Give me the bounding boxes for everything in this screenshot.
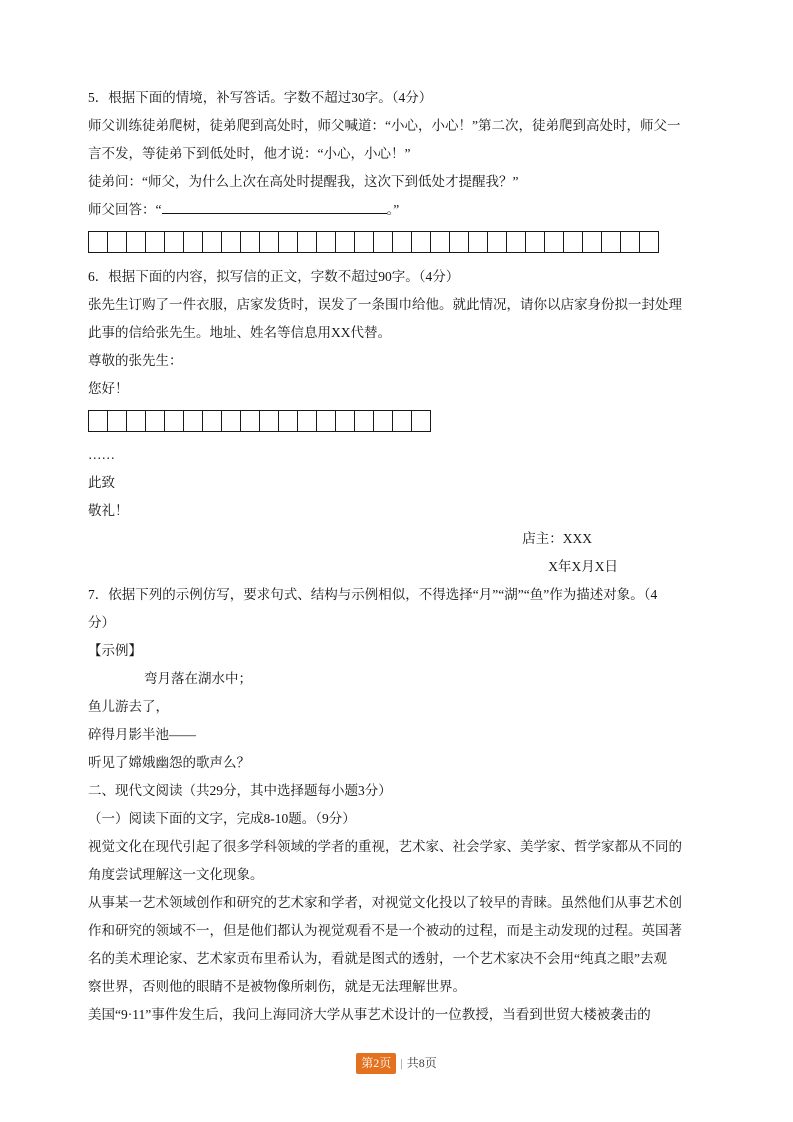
answer-grid-cell — [335, 231, 355, 253]
answer-grid-cell — [468, 231, 488, 253]
answer-grid-cell — [126, 410, 146, 432]
answer-grid-cell — [202, 410, 222, 432]
answer-grid-cell — [221, 231, 241, 253]
answer-grid-cell — [582, 231, 602, 253]
reading-para1-line: 角度尝试理解这一文化现象。 — [88, 867, 264, 882]
answer-grid-cell — [620, 231, 640, 253]
answer-grid-cell — [373, 410, 393, 432]
q5-story-line: 师父训练徒弟爬树，徒弟爬到高处时，师父喊道：“小心，小心！”第二次，徒弟爬到高处时，师父一 — [88, 118, 681, 133]
answer-grid-cell — [487, 231, 507, 253]
reading-para2-line: 作和研究的领域不一，但是他们都认为视觉观看不是一个被动的过程，而是主动发现的过程。英国著 — [88, 923, 682, 938]
footer-separator: | — [400, 1056, 403, 1070]
current-page-badge: 第2页 — [356, 1053, 396, 1074]
total-pages-label: 共8页 — [406, 1056, 437, 1070]
q6-signature: 店主：XXX — [522, 531, 592, 546]
answer-grid-cell — [145, 231, 165, 253]
q6-title: 6．根据下面的内容，拟写信的正文，字数不超过90字。（4分） — [88, 269, 460, 284]
answer-grid-cell — [107, 410, 127, 432]
q7-title-line: 7．依据下列的示例仿写，要求句式、结构与示例相似，不得选择“月”“湖”“鱼”作为描述对象。（4 — [88, 587, 658, 602]
reading-para2-line: 从事某一艺术领域创作和研究的艺术家和学者，对视觉文化投以了较早的青睐。虽然他们从事艺术创 — [88, 895, 682, 910]
answer-grid-cell — [164, 231, 184, 253]
answer-grid-cell — [183, 410, 203, 432]
answer-grid-cell — [278, 410, 298, 432]
q7-poem-line: 鱼儿游去了， — [88, 699, 169, 714]
answer-grid-cell — [506, 231, 526, 253]
answer-grid-cell — [316, 410, 336, 432]
q6-closing-jingli: 敬礼！ — [88, 503, 129, 518]
q5-title: 5．根据下面的情境，补写答话。字数不超过30字。（4分） — [88, 90, 433, 105]
question-6 — [88, 263, 710, 581]
answer-grid-cell — [278, 231, 298, 253]
q5-answer-grid — [88, 231, 710, 253]
answer-grid-cell — [316, 231, 336, 253]
answer-grid-cell — [164, 410, 184, 432]
answer-grid-cell — [88, 410, 108, 432]
q7-example-label: 【示例】 — [88, 643, 142, 658]
answer-grid-cell — [525, 231, 545, 253]
answer-grid-cell — [392, 410, 412, 432]
answer-grid-cell — [563, 231, 583, 253]
q7-poem-line: 弯月落在湖水中； — [144, 671, 252, 686]
answer-grid-cell — [411, 410, 431, 432]
reading-para3-line: 美国“9·11”事件发生后，我问上海同济大学从事艺术设计的一位教授，当看到世贸大楼被袭击的 — [88, 1007, 651, 1022]
q5-answer-line — [88, 196, 710, 224]
q7-poem-line: 听见了嫦娥幽怨的歌声么？ — [88, 755, 250, 770]
answer-grid-cell — [145, 410, 165, 432]
q5-answer-blank — [162, 200, 387, 214]
answer-grid-cell — [335, 410, 355, 432]
reading-para2-line: 察世界，否则他的眼睛不是被物像所刺伤，就是无法理解世界。 — [88, 979, 466, 994]
q5-answer-suffix: 。” — [386, 202, 400, 217]
reading-para2-line: 名的美术理论家、艺术家贡布里希认为，看就是图式的透射，一个艺术家决不会用“纯真之眼”去观 — [88, 951, 667, 966]
answer-grid-cell — [202, 231, 222, 253]
answer-grid-cell — [297, 231, 317, 253]
q6-greeting: 您好！ — [88, 381, 129, 396]
section-2-heading: 二、现代文阅读（共29分，其中选择题每小题3分） — [88, 783, 392, 798]
answer-grid-cell — [354, 231, 374, 253]
q6-closing-cizhi: 此致 — [88, 475, 115, 490]
answer-grid-cell — [88, 231, 108, 253]
q5-story-line: 言不发，等徒弟下到低处时，他才说：“小心，小心！” — [88, 146, 411, 161]
answer-grid-cell — [449, 231, 469, 253]
question-7 — [88, 581, 710, 777]
answer-grid-cell — [126, 231, 146, 253]
q6-body-line: 张先生订购了一件衣服，店家发货时，误发了一条围巾给他。就此情况，请你以店家身份拟一封处理 — [88, 297, 682, 312]
q5-answer-prefix: 师父回答：“ — [88, 202, 162, 217]
answer-grid-cell — [297, 410, 317, 432]
answer-grid-cell — [240, 231, 260, 253]
question-5 — [88, 84, 710, 253]
q7-poem-line: 碎得月影半池—— — [88, 727, 196, 742]
answer-grid-cell — [392, 231, 412, 253]
section-2-reading — [88, 777, 710, 1029]
answer-grid-cell — [544, 231, 564, 253]
q6-answer-grid — [88, 410, 710, 432]
answer-grid-cell — [354, 410, 374, 432]
q7-title-line: 分） — [88, 615, 115, 630]
answer-grid-cell — [639, 231, 659, 253]
page-footer — [0, 1053, 793, 1074]
answer-grid-cell — [240, 410, 260, 432]
page-content — [88, 84, 710, 1029]
answer-grid-cell — [411, 231, 431, 253]
answer-grid-cell — [259, 231, 279, 253]
q6-ellipsis: …… — [88, 447, 115, 462]
section-2-subheading: （一）阅读下面的文字，完成8-10题。（9分） — [88, 811, 356, 826]
answer-grid-cell — [107, 231, 127, 253]
reading-para1-line: 视觉文化在现代引起了很多学科领域的学者的重视，艺术家、社会学家、美学家、哲学家都从不同的 — [88, 839, 682, 854]
q5-question-line: 徒弟问：“师父，为什么上次在高处时提醒我，这次下到低处才提醒我？” — [88, 174, 519, 189]
answer-grid-cell — [259, 410, 279, 432]
answer-grid-cell — [373, 231, 393, 253]
answer-grid-cell — [221, 410, 241, 432]
answer-grid-cell — [183, 231, 203, 253]
q6-body-line: 此事的信给张先生。地址、姓名等信息用XX代替。 — [88, 325, 391, 340]
q6-date: X年X月X日 — [548, 559, 618, 574]
answer-grid-cell — [430, 231, 450, 253]
q6-salutation: 尊敬的张先生： — [88, 353, 183, 368]
answer-grid-cell — [601, 231, 621, 253]
